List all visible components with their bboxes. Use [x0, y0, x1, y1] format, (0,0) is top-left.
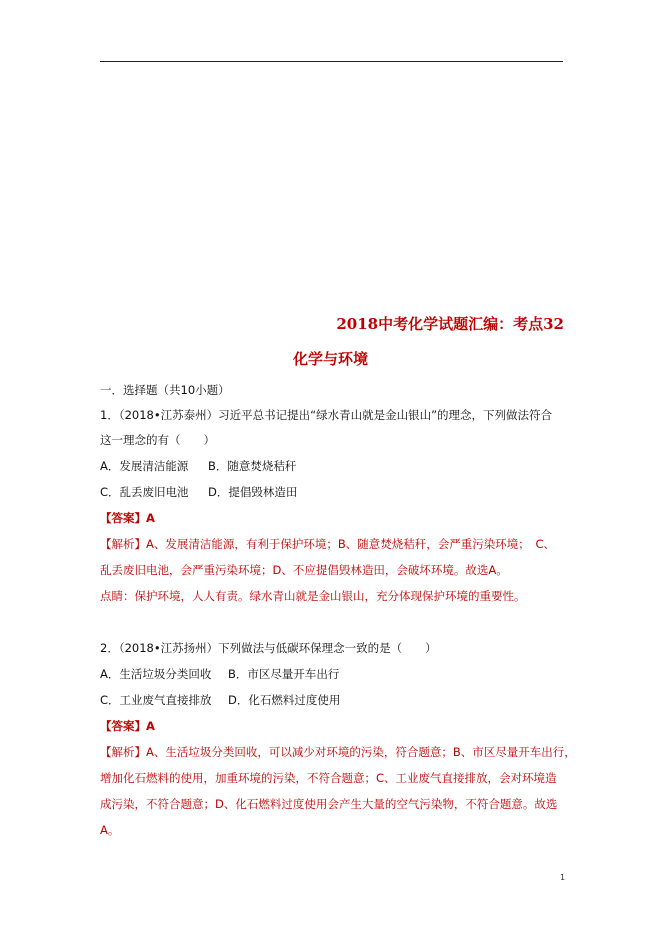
question-1-option-b: B．随意焚烧秸秆: [208, 459, 297, 473]
page-number: 1: [560, 873, 566, 882]
question-2-option-a: A．生活垃圾分类回收: [100, 667, 212, 681]
question-1-answer: 【答案】A: [100, 511, 155, 525]
document-title: 2018中考化学试题汇编：考点32: [336, 315, 564, 333]
question-2-analysis-line4: A。: [100, 823, 120, 837]
question-2-answer: 【答案】A: [100, 719, 155, 733]
question-1-tip: 点睛：保护环境，人人有责。绿水青山就是金山银山，充分体现保护环境的重要性。: [100, 589, 526, 603]
question-2-options-row2: [100, 692, 340, 708]
section-heading: 一．选择题（共10小题）: [100, 383, 230, 397]
question-2-option-c: C．工业废气直接排放: [100, 693, 212, 707]
question-1-stem-line2: 这一理念的有（ ）: [100, 433, 215, 447]
question-1-option-d: D．提倡毁林造田: [208, 485, 298, 499]
question-1-options-row1: [100, 458, 296, 474]
question-1-stem-line1: 1．（2018•江苏泰州）习近平总书记提出“绿水青山就是金山银山”的理念，下列做法符合: [100, 408, 553, 422]
question-2-analysis-line2: 增加化石燃料的使用，加重环境的污染，不符合题意；C、工业废气直接排放，会对环境造: [100, 771, 557, 785]
question-1-analysis-line2: 乱丢废旧电池，会严重污染环境；D、不应提倡毁林造田，会破坏环境。故选A。: [100, 563, 508, 577]
question-1-analysis-line1: 【解析】A、发展清洁能源，有利于保护环境；B、随意焚烧秸秆，会严重污染环境； C、: [100, 537, 556, 551]
question-1-option-a: A．发展清洁能源: [100, 459, 189, 473]
question-2-analysis-line3: 成污染，不符合题意；D、化石燃料过度使用会产生大量的空气污染物，不符合题意。故选: [100, 797, 558, 811]
question-2-options-row1: [100, 666, 339, 682]
question-2-analysis-line1: 【解析】A、生活垃圾分类回收，可以减少对环境的污染，符合题意；B、市区尽量开车出行，: [100, 745, 576, 759]
question-1-options-row2: [100, 484, 297, 500]
question-2-option-b: B．市区尽量开车出行: [228, 667, 340, 681]
document-subtitle: 化学与环境: [292, 350, 368, 368]
question-2-stem-line1: 2．（2018•江苏扬州）下列做法与低碳环保理念一致的是（ ）: [100, 641, 437, 655]
header-rule: [100, 61, 563, 62]
question-1-option-c: C．乱丢废旧电池: [100, 485, 189, 499]
question-2-option-d: D．化石燃料过度使用: [228, 693, 341, 707]
